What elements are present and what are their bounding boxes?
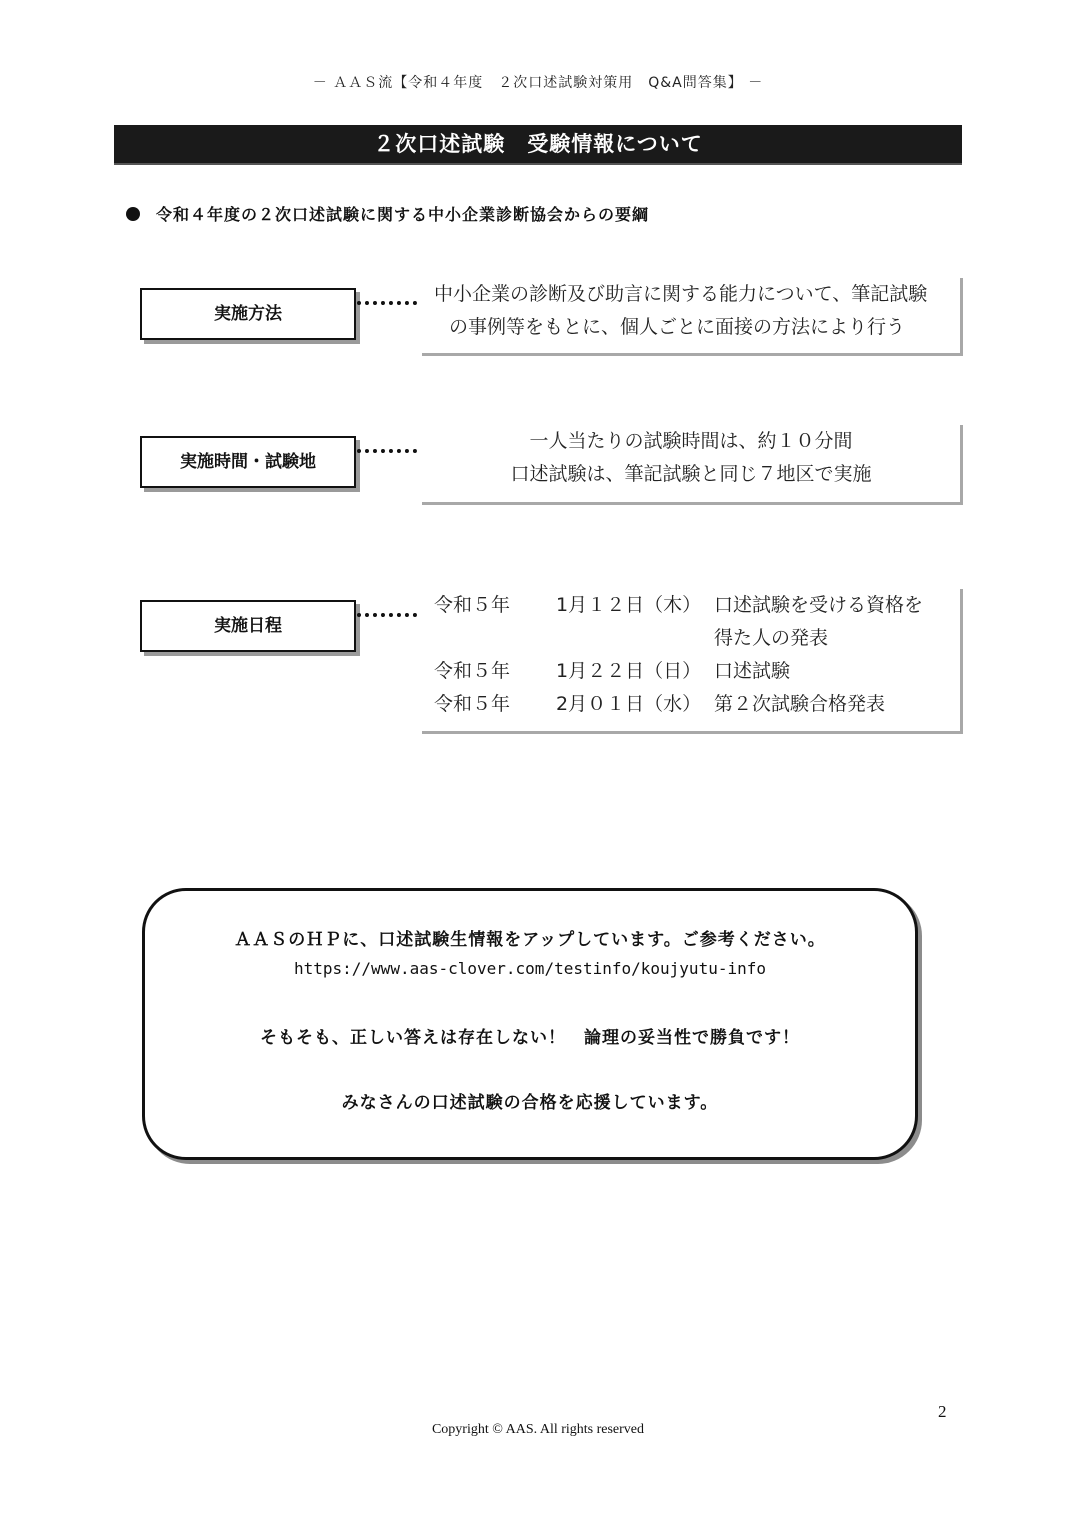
schedule-year: 令和５年 (434, 693, 511, 715)
page-title: ２次口述試験 受験情報について (114, 125, 962, 165)
info-method (422, 278, 963, 356)
label-method: 実施方法 (140, 288, 356, 340)
connector-dots (357, 449, 417, 453)
method-line-2: の事例等をもとに、個人ごとに面接の方法により行う (449, 316, 906, 338)
message-line-3: みなさんの口述試験の合格を応援しています。 (341, 1093, 719, 1113)
schedule-event: 得た人の発表 (714, 627, 829, 649)
message-url-link[interactable]: https://www.aas-clover.com/testinfo/koujyutu-info (293, 959, 766, 978)
bullet-icon (126, 207, 140, 221)
page-number: 2 (938, 1402, 947, 1421)
document-header: － ＡＡＳ流【令和４年度 ２次口述試験対策用 Q&A問答集】 － (312, 75, 764, 91)
schedule-date: 1月１２日（木） (556, 594, 702, 616)
message-line-2: そもそも、正しい答えは存在しない！ 論理の妥当性で勝負です！ (260, 1028, 800, 1048)
schedule-date: 1月２２日（日） (556, 660, 702, 682)
schedule-date: 2月０１日（水） (556, 693, 702, 715)
intro-line (126, 202, 649, 225)
schedule-event: 口述試験を受ける資格を (714, 594, 924, 616)
schedule-year: 令和５年 (434, 660, 511, 682)
time-line-2: 口述試験は、筆記試験と同じ７地区で実施 (510, 463, 872, 485)
info-schedule (422, 589, 963, 734)
info-time-location (422, 425, 963, 505)
label-time-location: 実施時間・試験地 (140, 436, 356, 488)
intro-text: 令和４年度の２次口述試験に関する中小企業診断協会からの要綱 (156, 205, 650, 224)
schedule-event: 口述試験 (714, 660, 791, 682)
connector-dots (357, 613, 417, 617)
message-box (142, 888, 918, 1160)
method-line-1: 中小企業の診断及び助言に関する能力について、筆記試験 (434, 283, 928, 305)
copyright-footer: Copyright © AAS. All rights reserved (431, 1422, 645, 1437)
message-line-1: ＡＡＳのＨＰに、口述試験生情報をアップしています。ご参考ください。 (234, 930, 826, 950)
connector-dots (357, 301, 417, 305)
schedule-event: 第２次試験合格発表 (714, 693, 886, 715)
time-line-1: 一人当たりの試験時間は、約１０分間 (529, 430, 853, 452)
label-schedule: 実施日程 (140, 600, 356, 652)
schedule-year: 令和５年 (434, 594, 511, 616)
